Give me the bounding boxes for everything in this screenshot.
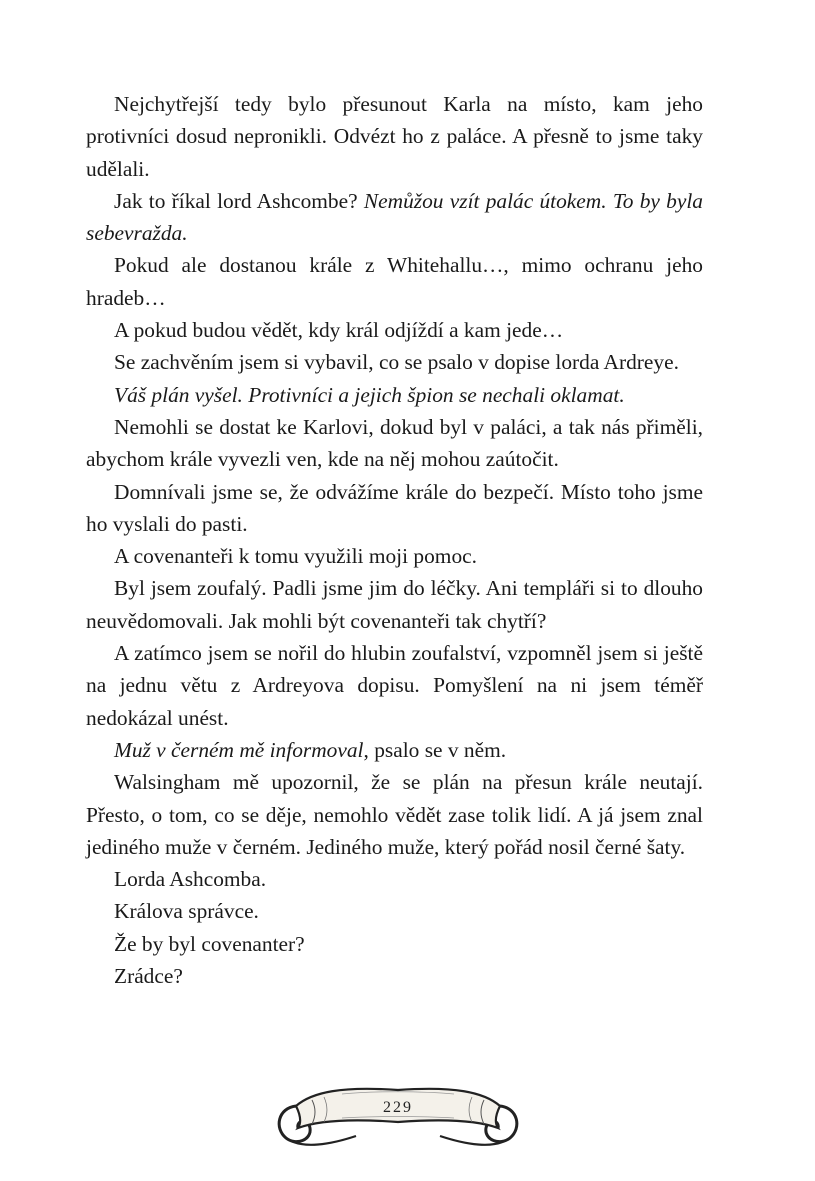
paragraph (86, 734, 703, 766)
paragraph: Lorda Ashcomba. (114, 867, 267, 892)
body-text (86, 88, 703, 992)
paragraph: Králova správce. (114, 899, 259, 924)
paragraph (86, 185, 703, 250)
page-number: 229 (383, 1099, 413, 1116)
paragraph: Zrádce? (114, 964, 183, 989)
paragraph: A covenanteři k tomu využili moji pomoc. (114, 544, 477, 569)
text-run: Jak to říkal lord Ashcombe? (114, 188, 364, 213)
paragraph: A pokud budou vědět, kdy král odjíždí a kam jede… (114, 318, 564, 343)
paragraph: Pokud ale dostanou krále z Whitehallu…, mimo ochranu jeho hradeb… (86, 253, 703, 310)
paragraph: Byl jsem zoufalý. Padli jsme jim do léčky. Ani templáři si to dlouho neuvědomovali. Jak mohli být covenanteři tak chytří? (86, 576, 703, 633)
paragraph: A zatímco jsem se nořil do hlubin zoufalství, vzpomněl jsem si ještě na jednu větu z Ardreyova dopisu. Pomyšlení na ni jsem téměř nedokázal unést. (86, 641, 703, 730)
italic-quote: Muž v černém mě informoval (114, 737, 364, 762)
text-run: , psalo se v něm. (363, 737, 507, 762)
paragraph: Nemohli se dostat ke Karlovi, dokud byl v paláci, a tak nás přiměli, abychom krále vyvezli ven, kde na něj mohou zaútočit. (86, 414, 703, 472)
paragraph: Nejchytřejší tedy bylo přesunout Karla na místo, kam jeho protivníci dosud nepronikli. Odvézt ho z paláce. A přesně to jsme taky udělali. (86, 92, 703, 181)
italic-quote: Nemůžou vzít palác útokem. To by byla sebevražda. (86, 188, 703, 246)
paragraph (86, 379, 703, 411)
page-number-scroll (272, 1078, 524, 1158)
scroll-ornament-icon (272, 1078, 524, 1158)
italic-quote: Váš plán vyšel. Protivníci a jejich špion se nechali oklamat. (114, 382, 625, 407)
paragraph: Že by byl covenanter? (114, 931, 305, 956)
paragraph: Se zachvěním jsem si vybavil, co se psalo v dopise lorda Ardreye. (114, 350, 679, 375)
paragraph: Walsingham mě upozornil, že se plán na přesun krále neutají. Přesto, o tom, co se děje, nemohlo vědět zase tolik lidí. A já jsem znal jediného muže v černém. Jediného muže, který pořád nosil černé šaty. (86, 770, 703, 859)
paragraph: Domnívali jsme se, že odvážíme krále do bezpečí. Místo toho jsme ho vyslali do pasti. (86, 479, 703, 536)
